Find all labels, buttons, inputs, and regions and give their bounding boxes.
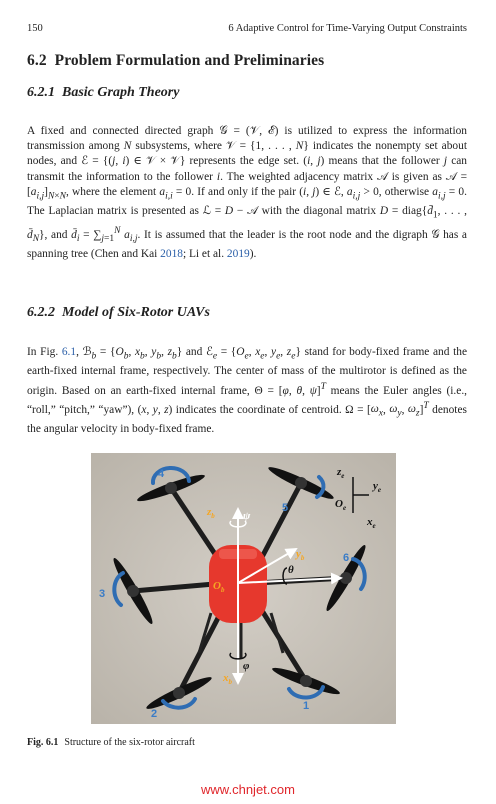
hexacopter-drawing	[91, 453, 396, 724]
page-number: 150	[27, 23, 43, 34]
zb-label: $z_b$	[207, 506, 215, 520]
graph-theory-paragraph	[27, 124, 467, 262]
rotor-number-6: 6	[343, 552, 350, 564]
psi-label: ψ	[243, 510, 251, 522]
figure-label: Fig. 6.1	[27, 737, 59, 748]
figure-caption	[27, 737, 195, 748]
subsection-title: Model of Six-Rotor UAVs	[62, 305, 210, 320]
running-header	[27, 23, 467, 37]
ye-label: $y_e$	[373, 480, 381, 494]
paragraph-text: A fixed and connected directed graph 𝒢 = (𝒱, ℰ) is utilized to express the information transmission among N subsystems, where 𝒱 = {1, . . . , N} indicates the nonempty set about nodes, and ℰ = {(j, i) ∈ 𝒱 × 𝒱} represents the edge set. (i, j) means that the follower j can transmit the information to the follower i. The weighted adjacency matrix 𝒜 is given as 𝒜 = $[a_{i,j}]_{N\times N}$, where the element $a_{i,i} = 0$. If and only if the pair (i, j) ∈ ℰ, $a_{i,j} > 0$, otherwise $a_{i,j} = 0$. The Laplacian matrix is presented as ℒ = D − 𝒜 with the diagonal matrix $D = diag\{d̄_1$, . . . , $d̄_N$}, and $d̄_i = \sum_{j=1}^N$ $a_{i,j}$. It is assumed that the leader is the root node and the digraph 𝒢 has a spanning tree (Chen and Kai 2018; Li et al. 2019).	[27, 125, 467, 261]
rotor-number-4: 4	[158, 468, 165, 480]
yb-label: $y_b$	[296, 548, 305, 562]
rotor-number-5: 5	[282, 502, 289, 514]
hexacopter-figure	[91, 453, 396, 724]
xe-label: $x_e$	[367, 516, 376, 530]
caption-text: Structure of the six-rotor aircraft	[64, 737, 195, 748]
phi-label: φ	[243, 660, 250, 672]
subsection-number: 6.2.1	[27, 85, 55, 100]
section-title: Problem Formulation and Preliminaries	[54, 52, 325, 69]
section-number: 6.2	[27, 52, 47, 69]
ob-label: $O_b$	[213, 580, 225, 594]
theta-label: θ	[288, 564, 294, 576]
rotor-number-2: 2	[151, 708, 158, 720]
paragraph-text: In Fig. 6.1, ℬ$_b$ = {$O_b$, $x_b$, $y_b$, $z_b$} and ℰ$_e$ = {$O_e$, $x_e$, $y_e$, $z_e$} stand for body-fixed frame and the earth-fixed internal frame, respectively. The center of mass of the multirotor is defined as the origin. Based on an earth-fixed internal frame, Θ = [φ, θ, ψ]$^T$ means the Euler angles (i.e., “roll,” “pitch,” “yaw”), (x, y, z) indicates the coordinate of centroid. $\Omega = [\omega_x$, $\omega_y$, $\omega_z]^T$ denotes the angular velocity in body-fixed frame.	[27, 346, 468, 435]
uav-model-paragraph	[27, 345, 467, 437]
ze-label: $z_e$	[337, 466, 345, 480]
subsection-heading-model	[27, 305, 210, 321]
chapter-title: 6 Adaptive Control for Time-Varying Output Constraints	[228, 23, 467, 34]
oe-label: $O_e$	[335, 498, 347, 512]
section-heading	[27, 52, 324, 70]
subsection-number: 6.2.2	[27, 305, 55, 320]
rotor-number-1: 1	[303, 700, 310, 712]
subsection-heading-graph	[27, 85, 179, 101]
xb-label: $x_b$	[223, 672, 232, 686]
site-watermark: www.chnjet.com	[201, 782, 295, 797]
rotor-number-3: 3	[99, 588, 106, 600]
subsection-title: Basic Graph Theory	[62, 85, 180, 100]
